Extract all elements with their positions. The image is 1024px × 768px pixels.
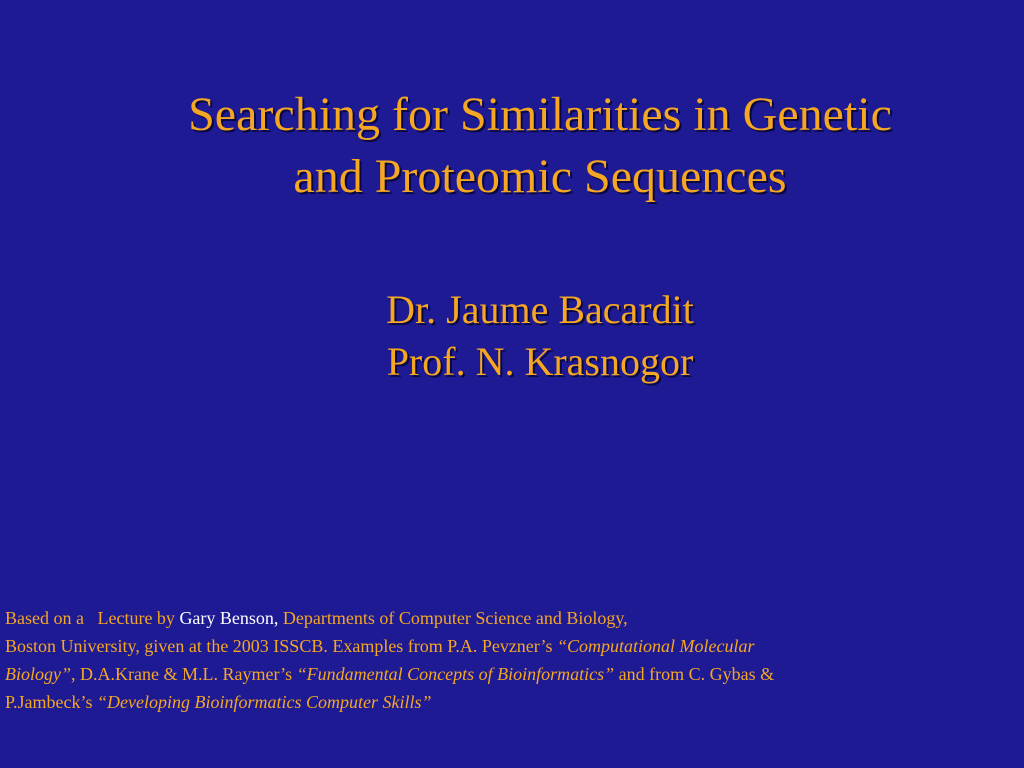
credits-departments: Departments of Computer Science and Biology,: [278, 608, 628, 628]
credits-row-2: [5, 632, 1015, 660]
author-1: Dr. Jaume Bacardit: [386, 287, 694, 332]
title-line-2: and Proteomic Sequences: [293, 150, 787, 203]
book-title-2: “Fundamental Concepts of Bioinformatics”: [296, 664, 615, 684]
authors-block: [40, 284, 1024, 388]
credits-row-1: [5, 604, 1015, 632]
credits-prefix: Based on a Lecture by: [5, 608, 180, 628]
credits-row-3: [5, 660, 1015, 688]
book-title-1-start: “Computational Molecular: [556, 636, 755, 656]
title-line-1: Searching for Similarities in Genetic: [188, 88, 892, 141]
author-2: Prof. N. Krasnogor: [386, 339, 694, 384]
book-title-3: “Developing Bioinformatics Computer Skills”: [97, 692, 432, 712]
credits-university: Boston University, given at the 2003 ISSCB. Examples from P.A. Pevzner’s: [5, 636, 557, 656]
lecturer-name: Gary Benson,: [179, 608, 279, 628]
credits-krane: , D.A.Krane & M.L. Raymer’s: [71, 664, 297, 684]
book-title-1-end: Biology”: [5, 664, 71, 684]
credits-text: [5, 604, 1015, 716]
slide-title: [40, 84, 1024, 208]
credits-jambeck: P.Jambeck’s: [5, 692, 97, 712]
credits-row-4: [5, 688, 1015, 716]
credits-gybas: and from C. Gybas &: [614, 664, 775, 684]
